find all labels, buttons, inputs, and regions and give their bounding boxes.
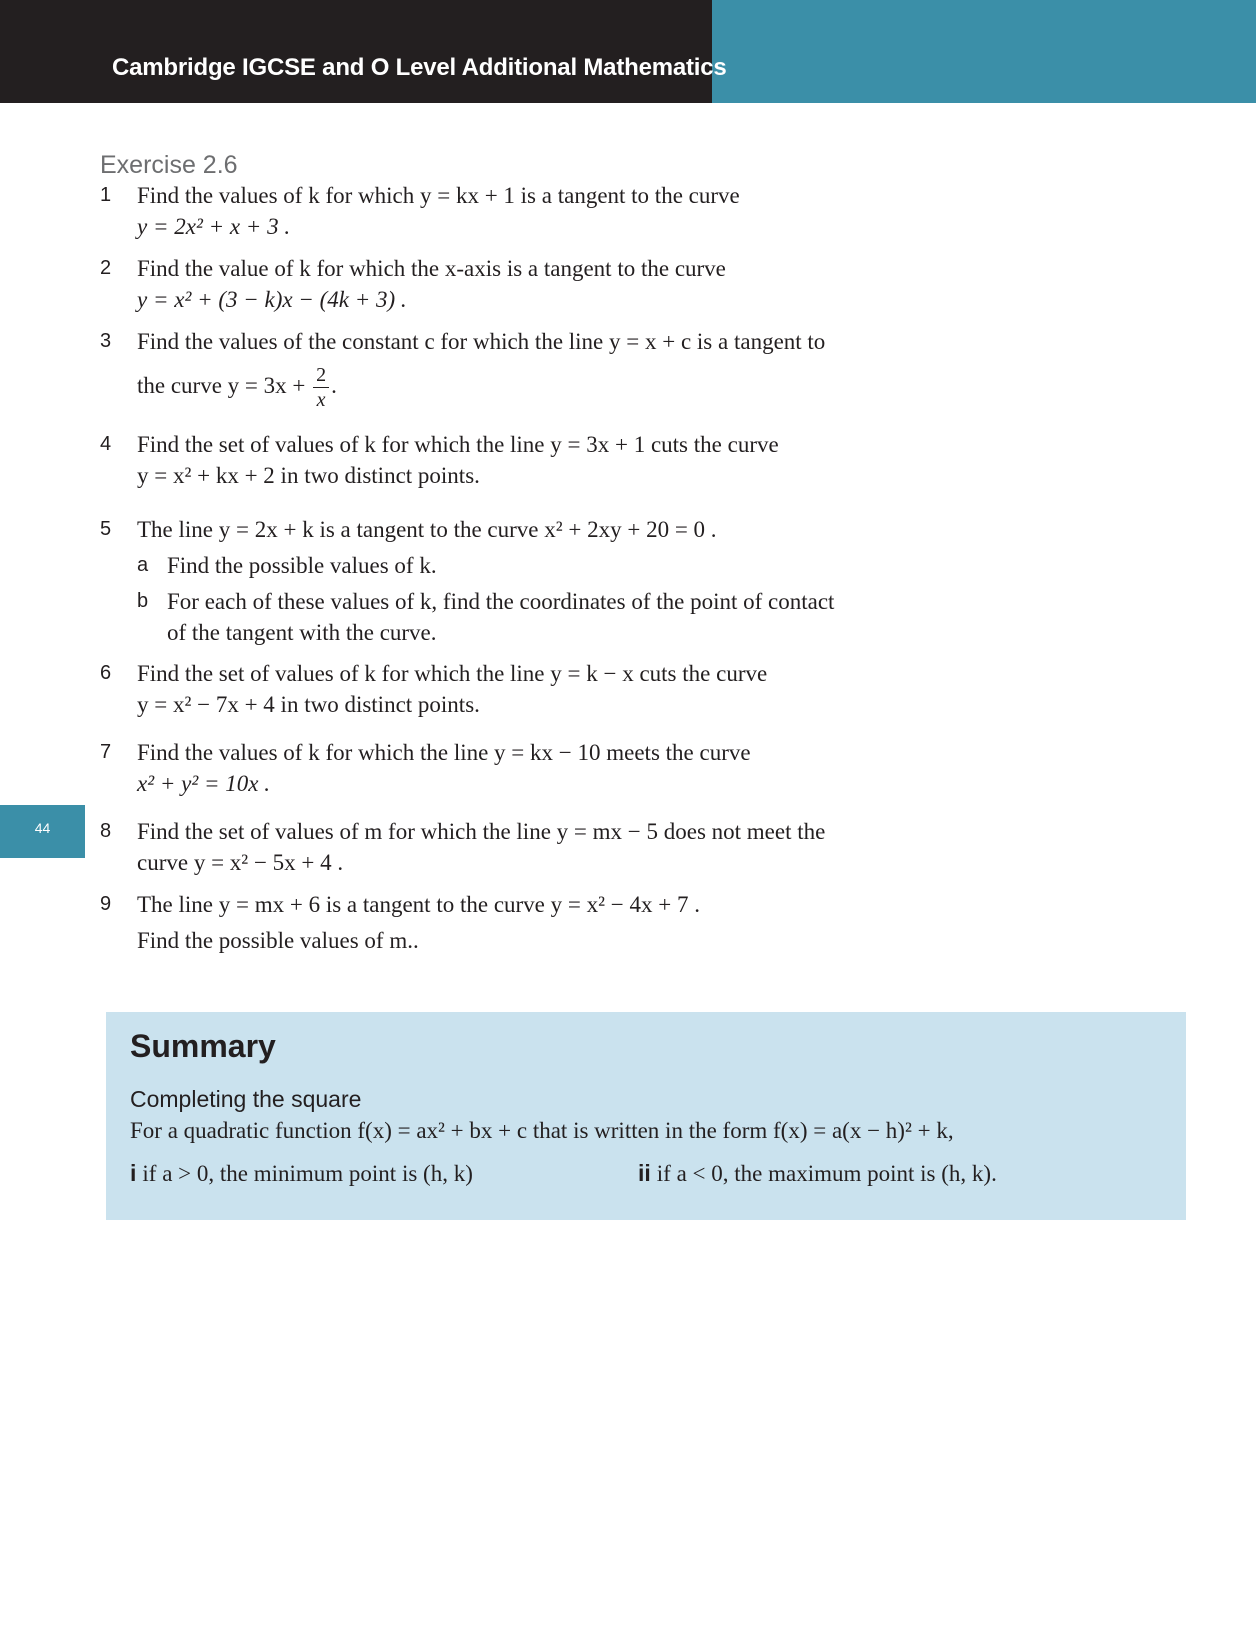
question-text: Find the set of values of k for which the line y = k − x cuts the curve [137, 661, 768, 686]
question-text: Find the values of k for which y = kx + 1 is a tangent to the curve [137, 183, 740, 208]
question-text: Find the set of values of k for which the line y = 3x + 1 cuts the curve [137, 432, 779, 457]
question-number: 4 [100, 433, 112, 455]
question-number: 7 [100, 741, 112, 763]
item-text: if a > 0, the minimum point is (h, k) [142, 1161, 473, 1186]
question-8 [100, 816, 825, 878]
header-bar [0, 0, 712, 103]
summary-item-ii [638, 1160, 997, 1187]
question-6 [100, 658, 767, 720]
question-3 [100, 326, 825, 410]
summary-text: For a quadratic function f(x) = ax² + bx + c that is written in the form f(x) = a(x − h)² + k, [130, 1118, 954, 1143]
question-text: Find the possible values of m.. [137, 928, 419, 953]
question-7 [100, 737, 751, 799]
summary-title: Summary [130, 1028, 276, 1064]
question-number: 3 [100, 330, 112, 352]
part-text: Find the possible values of k. [167, 553, 437, 578]
question-text: y = x² − 7x + 4 in two distinct points. [137, 692, 480, 717]
item-label: i [130, 1160, 137, 1186]
question-text: The line y = mx + 6 is a tangent to the curve y = x² − 4x + 7 . [137, 892, 700, 917]
question-number: 2 [100, 257, 112, 279]
fraction-trailing-punct: . [331, 372, 337, 398]
question-1 [100, 180, 740, 242]
part-text: of the tangent with the curve. [167, 620, 437, 645]
part-label: b [137, 590, 149, 612]
question-number: 6 [100, 662, 112, 684]
question-9 [100, 889, 700, 956]
question-equation: the curve y = 3x + [137, 372, 306, 398]
question-equation: y = x² + (3 − k)x − (4k + 3) . [137, 287, 407, 312]
book-title: Cambridge IGCSE and O Level Additional Mathematics [112, 54, 727, 81]
question-number: 1 [100, 184, 112, 206]
header-accent-bar [712, 0, 1256, 103]
question-text: The line y = 2x + k is a tangent to the curve x² + 2xy + 20 = 0 . [137, 517, 717, 542]
question-number: 9 [100, 893, 112, 915]
fraction-numerator: 2 [313, 365, 329, 388]
question-text: Find the value of k for which the x-axis is a tangent to the curve [137, 256, 726, 281]
question-2 [100, 253, 726, 315]
item-text: if a < 0, the maximum point is (h, k). [656, 1161, 997, 1186]
question-text: Find the values of k for which the line y = kx − 10 meets the curve [137, 740, 751, 765]
question-text: Find the values of the constant c for which the line y = x + c is a tangent to [137, 329, 826, 354]
page-number: 44 [34, 820, 51, 836]
exercise-title: Exercise 2.6 [100, 151, 238, 179]
part-label: a [137, 554, 149, 576]
fraction-denominator: x [316, 389, 326, 411]
question-equation: y = 2x² + x + 3 . [137, 214, 291, 239]
summary-subtitle: Completing the square [130, 1086, 362, 1112]
question-equation: x² + y² = 10x . [137, 771, 270, 796]
question-text: Find the set of values of m for which the line y = mx − 5 does not meet the [137, 819, 826, 844]
question-equation-line [137, 365, 825, 410]
item-label: ii [638, 1160, 651, 1186]
part-text: For each of these values of k, find the coordinates of the point of contact [167, 589, 835, 614]
question-5 [100, 514, 834, 648]
fraction [313, 365, 329, 410]
summary-box [106, 1012, 1186, 1220]
question-4 [100, 429, 779, 491]
summary-item-i [130, 1160, 473, 1187]
question-text: y = x² + kx + 2 in two distinct points. [137, 463, 480, 488]
question-part-a [137, 550, 834, 581]
question-text: curve y = x² − 5x + 4 . [137, 850, 344, 875]
question-part-b [137, 586, 834, 648]
question-number: 8 [100, 820, 112, 842]
question-number: 5 [100, 518, 112, 540]
